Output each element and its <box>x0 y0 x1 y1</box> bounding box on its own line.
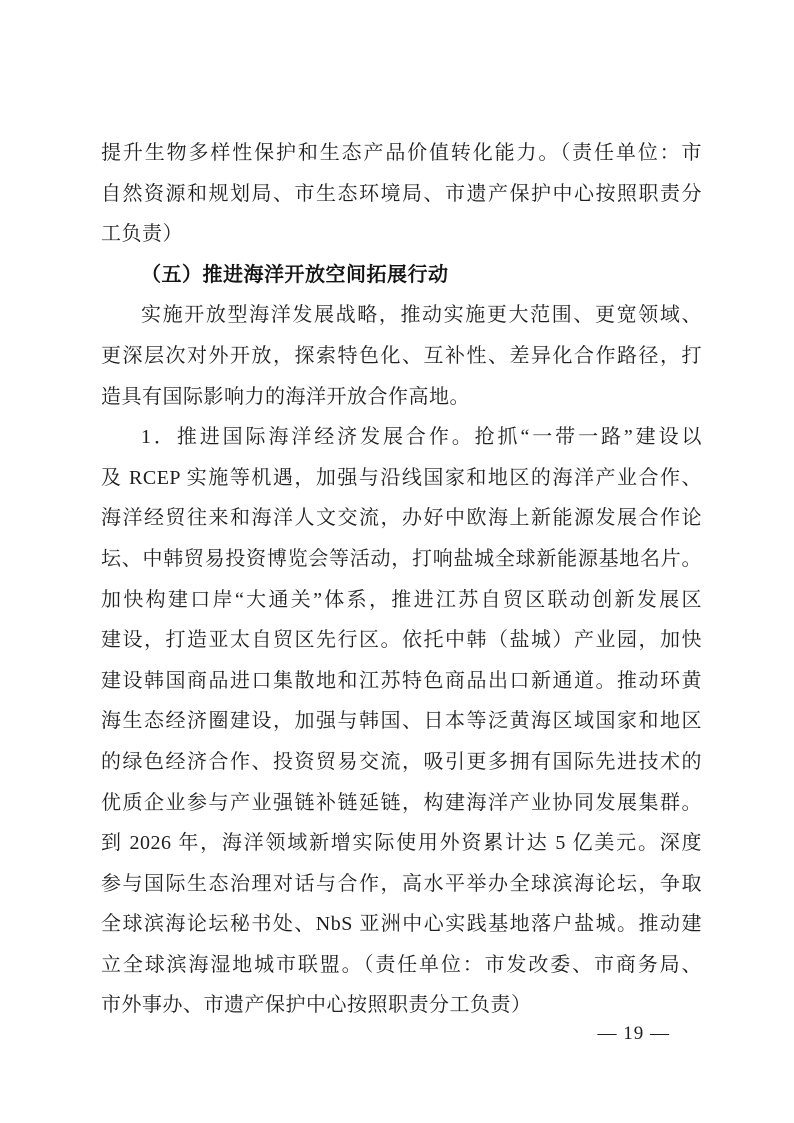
text-line: 优质企业参与产业强链补链延链，构建海洋产业协同发展集群。 <box>101 791 702 814</box>
text-line: 工负责） <box>101 223 183 246</box>
text-line: 提升生物多样性保护和生态产品价值转化能力。（责任单位：市 <box>101 142 702 164</box>
text-line: 参与国际生态治理对话与合作，高水平举办全球滨海论坛，争取 <box>101 872 702 895</box>
section-heading: （五）推进海洋开放空间拓展行动 <box>141 263 449 286</box>
numbered-item-start: 1．推进国际海洋经济发展合作。抢抓“一带一路”建设以 <box>141 426 702 449</box>
text-line: 全球滨海论坛秘书处、NbS 亚洲中心实践基地落户盐城。推动建 <box>101 913 702 936</box>
text-line: 实施开放型海洋发展战略，推动实施更大范围、更宽领域、 <box>141 304 702 327</box>
text-line: 更深层次对外开放，探索特色化、互补性、差异化合作路径，打 <box>101 344 702 367</box>
page-number: — 19 — <box>597 1023 670 1044</box>
text-line: 的绿色经济合作、投资贸易交流，吸引更多拥有国际先进技术的 <box>101 750 702 773</box>
text-line: 加快构建口岸“大通关”体系，推进江苏自贸区联动创新发展区 <box>101 588 702 611</box>
text-line: 自然资源和规划局、市生态环境局、市遗产保护中心按照职责分 <box>101 182 702 205</box>
text-line: 海洋经贸往来和海洋人文交流，办好中欧海上新能源发展合作论 <box>101 507 702 530</box>
text-line: 建设，打造亚太自贸区先行区。依托中韩（盐城）产业园，加快 <box>101 629 702 652</box>
text-line: 海生态经济圈建设，加强与韩国、日本等泛黄海区域国家和地区 <box>101 710 702 733</box>
text-line: 建设韩国商品进口集散地和江苏特色商品出口新通道。推动环黄 <box>101 669 702 692</box>
text-line: 及 RCEP 实施等机遇，加强与沿线国家和地区的海洋产业合作、 <box>101 466 702 489</box>
text-line: 造具有国际影响力的海洋开放合作高地。 <box>101 385 470 408</box>
text-line: 市外事办、市遗产保护中心按照职责分工负责） <box>101 994 532 1017</box>
text-line: 坛、中韩贸易投资博览会等活动，打响盐城全球新能源基地名片。 <box>101 547 702 570</box>
text-line: 立全球滨海湿地城市联盟。（责任单位：市发改委、市商务局、 <box>101 953 702 976</box>
text-line: 到 2026 年，海洋领域新增实际使用外资累计达 5 亿美元。深度 <box>101 832 702 855</box>
document-text-block <box>101 133 702 1026</box>
